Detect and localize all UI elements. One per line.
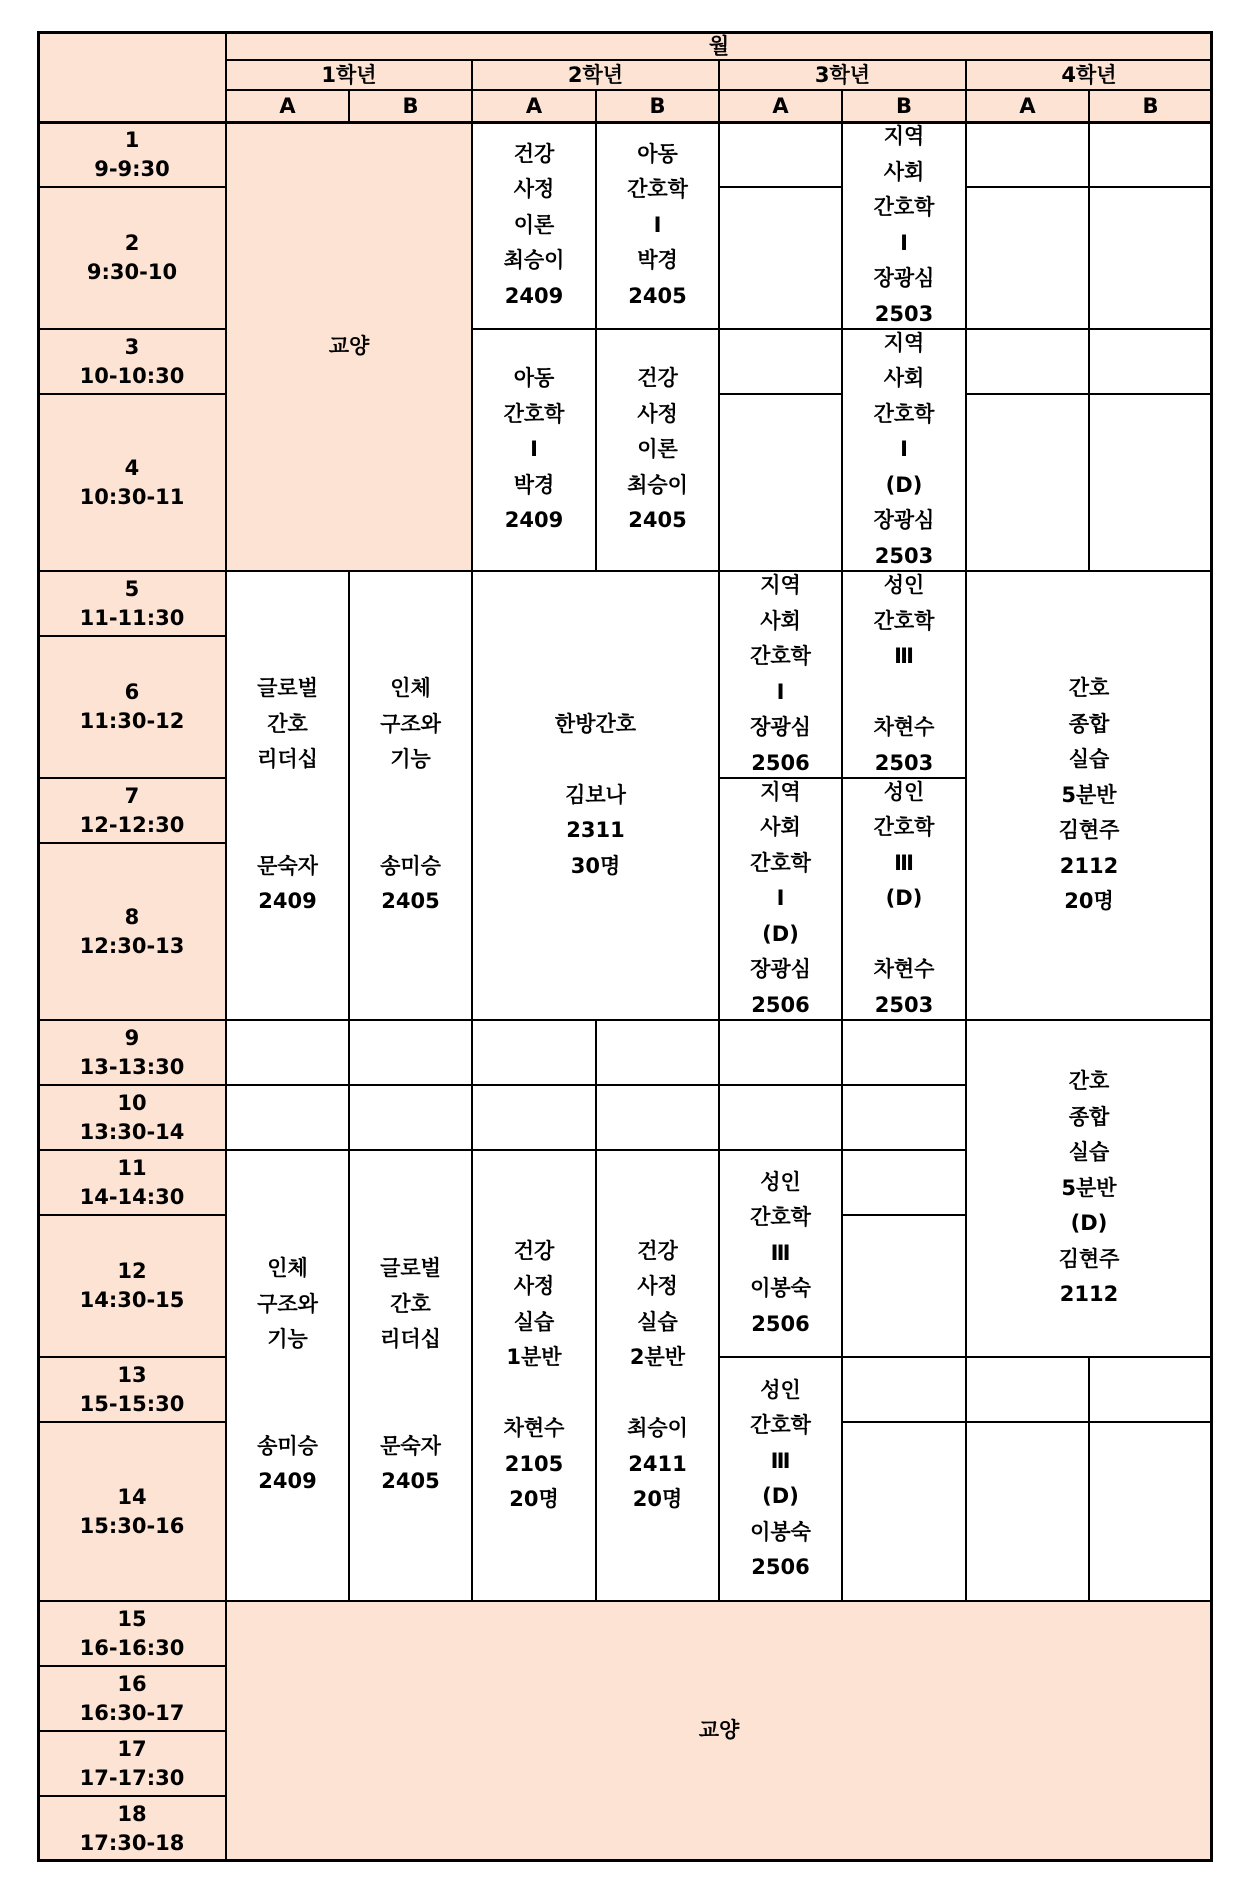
section-header-text: A — [1019, 94, 1036, 118]
cell-g4-p9 — [966, 1020, 1212, 1357]
cell-e9-2 — [349, 1020, 472, 1085]
cell-g1a-p11-text: 인체 구조와 기능 송미승 2409 — [257, 1256, 318, 1494]
cell-g3b-p11 — [842, 1150, 966, 1215]
cell-g2b-p3-text: 건강 사정 이론 최승이 2405 — [627, 366, 688, 533]
cell-e9-6 — [842, 1020, 966, 1085]
cell-e10-1 — [226, 1085, 349, 1150]
section-header-text: B — [895, 94, 912, 118]
period-label-text — [80, 678, 185, 736]
period-number: 8 — [124, 904, 140, 929]
period-number: 7 — [124, 783, 140, 808]
period-time: 14:30-15 — [79, 1288, 185, 1312]
cell-g2a-p1 — [472, 122, 596, 329]
cell-e10-4 — [596, 1085, 719, 1150]
period-number: 5 — [124, 576, 140, 601]
period-time: 9-9:30 — [94, 156, 170, 181]
period-time: 15-15:30 — [79, 1391, 185, 1416]
period-label — [38, 394, 226, 571]
cell-g3a-p7-text: 지역 사회 간호학 Ⅰ (D) 장광심 2506 — [750, 779, 811, 1017]
period-label-text — [80, 454, 185, 512]
day-header — [226, 32, 1212, 60]
cell-g2-p5-text: 한방간호 김보나 2311 30명 — [554, 711, 637, 878]
cell-g3a-p11 — [719, 1150, 842, 1357]
cell-g3a-p5 — [719, 571, 842, 778]
period-label — [38, 571, 226, 636]
period-time: 16-16:30 — [79, 1635, 185, 1660]
cell-e9-5 — [719, 1020, 842, 1085]
cell-g2-p5 — [472, 571, 719, 1020]
period-label-text — [80, 1800, 185, 1858]
header-corner — [38, 32, 226, 122]
cell-g3a-p4 — [719, 394, 842, 571]
cell-all-afternoon — [226, 1601, 1212, 1861]
period-label-text — [80, 1483, 185, 1541]
grade-header — [966, 60, 1212, 90]
period-number: 3 — [124, 334, 140, 359]
section-header — [842, 90, 966, 122]
section-header-text: B — [402, 94, 419, 118]
cell-g4a-p4 — [966, 394, 1089, 571]
period-number: 17 — [117, 1736, 147, 1761]
grade-header-text: 3학년 — [814, 63, 871, 87]
cell-g3b-p1-text: 지역 사회 간호학 Ⅰ 장광심 2503 — [873, 124, 935, 326]
period-label-text — [80, 1670, 185, 1728]
period-number: 11 — [117, 1155, 147, 1180]
period-number: 12 — [117, 1259, 147, 1283]
section-header — [966, 90, 1089, 122]
period-time: 13:30-14 — [79, 1119, 185, 1144]
cell-e9-1 — [226, 1020, 349, 1085]
cell-g3a-p13-text: 성인 간호학 Ⅲ (D) 이봉숙 2506 — [750, 1377, 811, 1579]
section-header — [719, 90, 842, 122]
cell-g1a-p5 — [226, 571, 349, 1020]
period-label-text — [94, 126, 170, 184]
cell-g4a-p14 — [966, 1422, 1089, 1601]
cell-e9-3 — [472, 1020, 596, 1085]
cell-g4b-p3 — [1089, 329, 1212, 394]
cell-g3b-p5-text: 성인 간호학 Ⅲ 차현수 2503 — [873, 573, 935, 775]
period-time: 15:30-16 — [79, 1513, 185, 1538]
section-header — [349, 90, 472, 122]
period-time: 10-10:30 — [79, 363, 185, 388]
period-time: 14-14:30 — [79, 1184, 185, 1209]
cell-g3b-p1 — [842, 122, 966, 329]
section-header — [226, 90, 349, 122]
period-label — [38, 122, 226, 187]
period-label — [38, 843, 226, 1020]
grade-header — [719, 60, 966, 90]
period-number: 18 — [117, 1801, 147, 1826]
period-label-text — [80, 903, 185, 961]
period-label-text — [80, 1257, 185, 1315]
cell-g2a-p11 — [472, 1150, 596, 1601]
period-time: 9:30-10 — [86, 260, 178, 284]
cell-e10-6 — [842, 1085, 966, 1150]
grade-header — [472, 60, 719, 90]
period-time: 10:30-11 — [79, 484, 185, 509]
day-header-text: 월 — [708, 34, 730, 58]
period-label-text — [80, 575, 185, 633]
cell-g1-morning-text: 교양 — [328, 333, 370, 358]
cell-g2a-p1-text: 건강 사정 이론 최승이 2409 — [503, 141, 565, 308]
grade-header-text: 4학년 — [1061, 63, 1117, 87]
section-header — [472, 90, 596, 122]
cell-g3b-p5 — [842, 571, 966, 778]
cell-g1a-p5-text: 글로벌 간호 리더십 문숙자 2409 — [257, 676, 318, 914]
header-divider — [38, 121, 1212, 124]
period-label — [38, 1601, 226, 1666]
period-label-text — [80, 782, 185, 840]
period-number: 4 — [124, 455, 140, 480]
cell-g3a-p1 — [719, 122, 842, 187]
period-label — [38, 1731, 226, 1796]
section-header — [596, 90, 719, 122]
section-header-text: A — [772, 94, 789, 118]
grade-header-text: 1학년 — [321, 63, 377, 87]
period-number: 16 — [117, 1671, 147, 1696]
section-header-text: B — [1142, 94, 1159, 118]
cell-g3a-p13 — [719, 1357, 842, 1601]
cell-g3b-p14 — [842, 1422, 966, 1601]
cell-g2b-p1-text: 아동 간호학 Ⅰ 박경 2405 — [627, 141, 688, 308]
cell-g3a-p5-text: 지역 사회 간호학 Ⅰ 장광심 2506 — [750, 573, 811, 775]
period-label-text — [80, 1154, 185, 1212]
period-label — [38, 1796, 226, 1861]
period-label — [38, 1215, 226, 1357]
period-number: 10 — [117, 1090, 147, 1115]
period-label — [38, 778, 226, 843]
period-number: 6 — [124, 680, 140, 704]
cell-g3b-p7 — [842, 778, 966, 1020]
cell-g3a-p7 — [719, 778, 842, 1020]
cell-g4b-p13 — [1089, 1357, 1212, 1422]
period-label-text — [80, 1361, 185, 1419]
period-label — [38, 329, 226, 394]
period-label-text — [87, 229, 177, 287]
cell-g2a-p11-text: 건강 사정 실습 1분반 차현수 2105 20명 — [503, 1238, 565, 1511]
period-time: 11:30-12 — [79, 709, 185, 733]
period-number: 1 — [124, 127, 140, 152]
cell-e10-2 — [349, 1085, 472, 1150]
period-number: 14 — [117, 1484, 147, 1509]
cell-g4b-p1 — [1089, 122, 1212, 187]
period-label — [38, 1357, 226, 1422]
cell-g1-morning — [226, 122, 472, 571]
period-label — [38, 187, 226, 329]
grade-header-text: 2학년 — [567, 63, 624, 87]
period-time: 16:30-17 — [79, 1700, 185, 1725]
cell-g3b-p13 — [842, 1357, 966, 1422]
period-number: 15 — [117, 1606, 147, 1631]
cell-g3b-p3-text: 지역 사회 간호학 Ⅰ (D) 장광심 2503 — [873, 330, 935, 568]
section-header-text: B — [649, 94, 666, 118]
cell-g4-p9-text: 간호 종합 실습 5분반 (D) 김현주 2112 — [1058, 1069, 1120, 1307]
period-label — [38, 636, 226, 778]
section-header-text: A — [279, 94, 296, 118]
period-label — [38, 1150, 226, 1215]
cell-e10-5 — [719, 1085, 842, 1150]
period-label-text — [80, 333, 185, 391]
period-label — [38, 1085, 226, 1150]
cell-g4b-p14 — [1089, 1422, 1212, 1601]
cell-g1b-p5 — [349, 571, 472, 1020]
period-number: 2 — [124, 231, 140, 255]
cell-g1b-p5-text: 인체 구조와 기능 송미승 2405 — [380, 676, 441, 914]
cell-g3b-p7-text: 성인 간호학 Ⅲ (D) 차현수 2503 — [873, 779, 935, 1017]
cell-g3b-p3 — [842, 329, 966, 571]
cell-g2b-p3 — [596, 329, 719, 571]
period-time: 17:30-18 — [79, 1830, 185, 1855]
period-label-text — [80, 1024, 185, 1082]
period-number: 13 — [117, 1362, 147, 1387]
cell-g1b-p11-text: 글로벌 간호 리더십 문숙자 2405 — [380, 1256, 441, 1494]
period-label — [38, 1422, 226, 1601]
period-number: 9 — [124, 1025, 140, 1050]
section-header-text: A — [525, 94, 543, 118]
grade-header — [226, 60, 472, 90]
cell-g1b-p11 — [349, 1150, 472, 1601]
cell-g2b-p11 — [596, 1150, 719, 1601]
cell-g4-p5 — [966, 571, 1212, 1020]
cell-g4-p5-text: 간호 종합 실습 5분반 김현주 2112 20명 — [1058, 676, 1120, 914]
cell-g4b-p4 — [1089, 394, 1212, 571]
cell-g4a-p1 — [966, 122, 1089, 187]
cell-e10-3 — [472, 1085, 596, 1150]
cell-e9-4 — [596, 1020, 719, 1085]
period-time: 13-13:30 — [79, 1054, 185, 1079]
period-label — [38, 1666, 226, 1731]
cell-g3a-p11-text: 성인 간호학 Ⅲ 이봉숙 2506 — [750, 1169, 811, 1336]
cell-g3a-p2 — [719, 187, 842, 329]
period-label-text — [80, 1735, 185, 1793]
cell-g2b-p1 — [596, 122, 719, 329]
period-time: 17-17:30 — [79, 1765, 185, 1790]
period-label-text — [80, 1605, 185, 1663]
cell-g3b-p12 — [842, 1215, 966, 1357]
cell-g1a-p11 — [226, 1150, 349, 1601]
cell-g4a-p2 — [966, 187, 1089, 329]
cell-g4a-p3 — [966, 329, 1089, 394]
period-label-text — [80, 1089, 185, 1147]
cell-g3a-p3 — [719, 329, 842, 394]
cell-g2a-p3 — [472, 329, 596, 571]
cell-g2a-p3-text: 아동 간호학 Ⅰ 박경 2409 — [503, 366, 565, 533]
period-label — [38, 1020, 226, 1085]
section-header — [1089, 90, 1212, 122]
period-time: 12-12:30 — [79, 812, 185, 837]
cell-g4a-p13 — [966, 1357, 1089, 1422]
period-time: 12:30-13 — [79, 933, 185, 958]
period-time: 11-11:30 — [79, 605, 185, 630]
cell-g2b-p11-text: 건강 사정 실습 2분반 최승이 2411 20명 — [627, 1238, 688, 1511]
cell-g4b-p2 — [1089, 187, 1212, 329]
cell-all-afternoon-text: 교양 — [698, 1718, 740, 1743]
